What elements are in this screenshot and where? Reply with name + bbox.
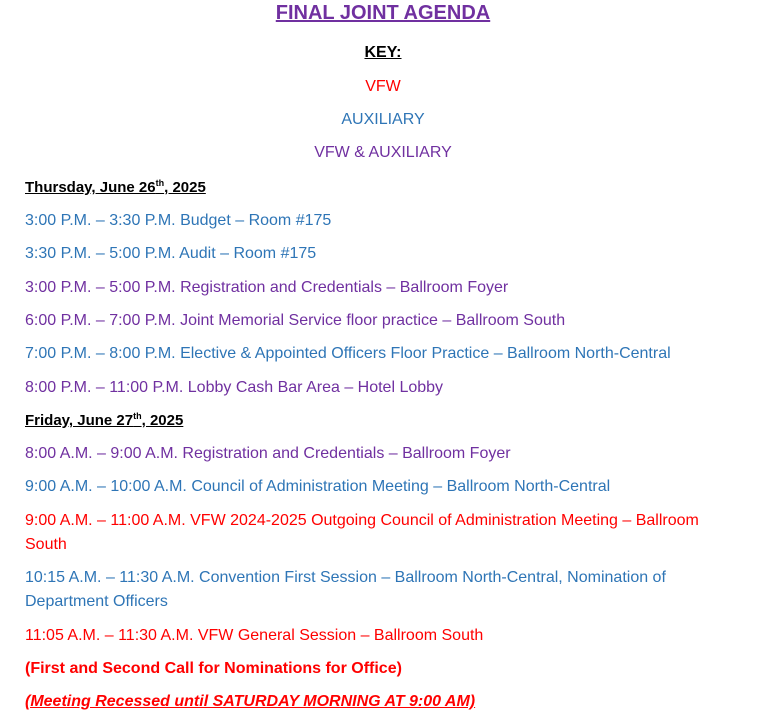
agenda-item: 3:00 P.M. – 3:30 P.M. Budget – Room #175 [25, 212, 332, 229]
nominations-note: (First and Second Call for Nominations for Office) [25, 660, 402, 677]
agenda-item: 9:00 A.M. – 10:00 A.M. Council of Administration Meeting – Ballroom North-Central [25, 478, 611, 495]
agenda-item: 3:00 P.M. – 5:00 P.M. Registration and Credentials – Ballroom Foyer [25, 279, 509, 296]
agenda-title: FINAL JOINT AGENDA [275, 2, 491, 24]
friday-heading: Friday, June 27th, 2025 [25, 411, 184, 429]
key-auxiliary: AUXILIARY [341, 111, 425, 128]
agenda-item: 6:00 P.M. – 7:00 P.M. Joint Memorial Service floor practice – Ballroom South [25, 312, 566, 329]
agenda-item: 11:05 A.M. – 11:30 A.M. VFW General Session – Ballroom South [25, 627, 484, 644]
agenda-item: 3:30 P.M. – 5:00 P.M. Audit – Room #175 [25, 245, 317, 262]
key-label: KEY: [364, 44, 402, 61]
agenda-item: 8:00 A.M. – 9:00 A.M. Registration and Credentials – Ballroom Foyer [25, 445, 511, 462]
agenda-item: 10:15 A.M. – 11:30 A.M. Convention First Session – Ballroom North-Central, Nomination of Department Officers [25, 569, 666, 610]
key-vfw: VFW [365, 78, 401, 95]
agenda-item: 8:00 P.M. – 11:00 P.M. Lobby Cash Bar Area – Hotel Lobby [25, 379, 444, 396]
thursday-heading: Thursday, June 26th, 2025 [25, 178, 206, 196]
agenda-item: 9:00 A.M. – 11:00 A.M. VFW 2024-2025 Outgoing Council of Administration Meeting – Ballroom South [25, 512, 699, 553]
key-vfw-and-auxiliary: VFW & AUXILIARY [314, 144, 452, 161]
recess-note: (Meeting Recessed until SATURDAY MORNING AT 9:00 AM) [25, 693, 476, 710]
agenda-item: 7:00 P.M. – 8:00 P.M. Elective & Appointed Officers Floor Practice – Ballroom North-Central [25, 345, 671, 362]
